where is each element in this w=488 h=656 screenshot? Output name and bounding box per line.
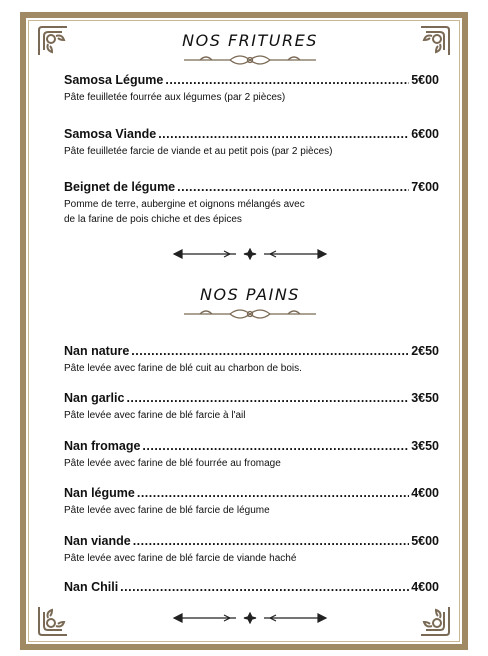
item-name: Nan légume <box>64 486 135 500</box>
leader-dots <box>158 126 409 142</box>
item-description-line: Pomme de terre, aubergine et oignons mélangés avec <box>64 199 305 210</box>
arrow-divider-icon <box>170 248 330 260</box>
item-description: Pâte levée avec farine de blé farcie de viande haché <box>64 553 297 564</box>
item-name: Nan nature <box>64 344 130 358</box>
item-description <box>64 197 439 227</box>
item-price: 7€00 <box>411 180 439 194</box>
arrow-divider-icon <box>170 612 330 624</box>
item-description: Pâte levée avec farine de blé farcie de légume <box>64 505 270 516</box>
corner-ornament-icon <box>418 604 452 638</box>
menu-item <box>64 343 439 376</box>
item-price: 6€00 <box>411 127 439 141</box>
menu-item <box>64 579 439 595</box>
item-price: 5€00 <box>411 534 439 548</box>
menu-item <box>64 72 439 105</box>
item-description: Pâte levée avec farine de blé cuit au charbon de bois. <box>64 363 302 374</box>
item-price: 5€00 <box>411 73 439 87</box>
item-price: 4€00 <box>411 486 439 500</box>
menu-frame <box>20 12 468 650</box>
item-description-line: de la farine de pois chiche et des épices <box>64 214 242 225</box>
leader-dots <box>131 343 409 359</box>
leader-dots <box>142 438 409 454</box>
section-title-pains: NOS PAINS <box>200 285 300 304</box>
item-name: Beignet de légume <box>64 180 176 194</box>
leader-dots <box>120 579 409 595</box>
menu-item <box>64 485 439 518</box>
item-price: 4€00 <box>411 580 439 594</box>
item-name: Nan viande <box>64 534 131 548</box>
menu-item <box>64 179 439 227</box>
leader-dots <box>137 485 409 501</box>
item-description: Pâte feuilletée farcie de viande et au petit pois (par 2 pièces) <box>64 146 333 157</box>
swirl-ornament-icon <box>180 306 320 322</box>
item-price: 2€50 <box>411 344 439 358</box>
leader-dots <box>126 390 409 406</box>
menu-item <box>64 390 439 423</box>
leader-dots <box>165 72 409 88</box>
section-title-fritures: NOS FRITURES <box>182 31 318 50</box>
menu-item <box>64 533 439 566</box>
item-name: Samosa Viande <box>64 127 157 141</box>
item-description: Pâte feuilletée fourrée aux légumes (par 2 pièces) <box>64 92 286 103</box>
item-price: 3€50 <box>411 439 439 453</box>
item-name: Nan Chili <box>64 580 119 594</box>
item-description: Pâte levée avec farine de blé farcie à l'ail <box>64 410 246 421</box>
menu-item <box>64 126 439 159</box>
leader-dots <box>177 179 409 195</box>
item-description: Pâte levée avec farine de blé fourrée au fromage <box>64 458 281 469</box>
item-price: 3€50 <box>411 391 439 405</box>
corner-ornament-icon <box>36 604 70 638</box>
item-name: Nan fromage <box>64 439 141 453</box>
item-name: Samosa Légume <box>64 73 164 87</box>
menu-item <box>64 438 439 471</box>
swirl-ornament-icon <box>180 52 320 68</box>
item-name: Nan garlic <box>64 391 125 405</box>
leader-dots <box>133 533 410 549</box>
